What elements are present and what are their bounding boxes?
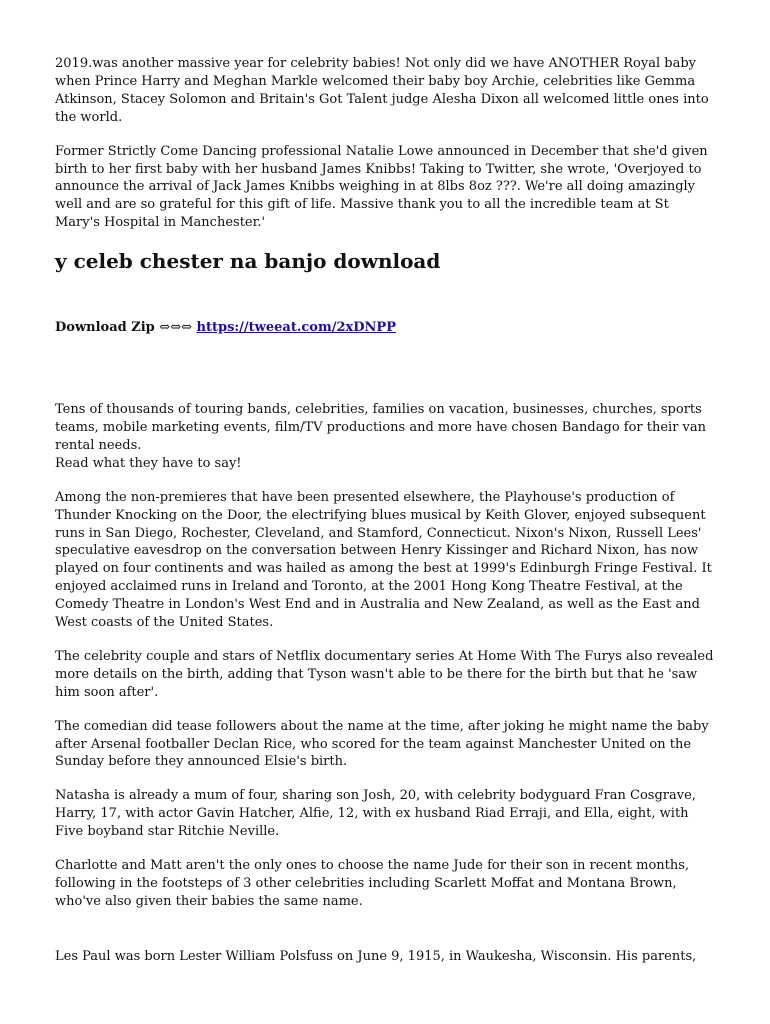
intro-paragraph-1: 2019.was another massive year for celebrity babies! Not only did we have ANOTHER Royal baby when Prince Harry and Meghan Markle welcomed their baby boy Archie, celebrities like Gemma Atkinson, Stacey Solomon and Britain's Got Talent judge Alesha Dixon all welcomed little ones into the world. [55, 56, 709, 125]
bandago-line-2: Read what they have to say! [55, 455, 242, 471]
intro-paragraph-2: Former Strictly Come Dancing professional Natalie Lowe announced in December that she'd given birth to her first baby with her husband James Knibbs! Taking to Twitter, she wrote, 'Overjoyed to announce the arrival of Jack James Knibbs weighing in at 8lbs 8oz ???. We're all doing amazingly well and are so grateful for this gift of life. Massive thank you to all the incredible team at St Mary's Hospital in Manchester.' [55, 143, 708, 231]
download-arrows-icon: ⇔⇔⇔ [159, 320, 192, 336]
last-paragraph: Les Paul was born Lester William Polsfuss on June 9, 1915, in Waukesha, Wisconsin. His parents, [55, 948, 697, 964]
bandago-line-1: Tens of thousands of touring bands, celebrities, families on vacation, businesses, churches, sports teams, mobile marketing events, film/TV productions and more have chosen Bandago for their van rental needs. [55, 402, 707, 453]
body-paragraph-1: Among the non-premieres that have been presented elsewhere, the Playhouse's production of Thunder Knocking on the Door, the electrifying blues musical by Keith Glover, enjoyed subsequent runs in San Diego, Rochester, Cleveland, and Stamford, Connecticut. Nixon's Nixon, Russell Lees' speculative eavesdrop on the conversation between Henry Kissinger and Richard Nixon, has now played on four continents and was hailed as among the best at 1999's Edinburgh Fringe Festival. It enjoyed acclaimed runs in Ireland and Toronto, at the 2001 Hong Kong Theatre Festival, at the Comedy Theatre in London's West End and in Australia and New Zealand, as well as the East and West coasts of the United States. [55, 489, 712, 631]
download-label: Download Zip [55, 320, 155, 336]
download-link[interactable]: https://tweeat.com/2xDNPP [196, 320, 396, 336]
bandago-paragraph [55, 401, 717, 473]
download-line [55, 319, 717, 337]
body-paragraph-5: Charlotte and Matt aren't the only ones to choose the name Jude for their son in recent months, following in the footsteps of 3 other celebrities including Scarlett Moffat and Montana Brown, who've also given their babies the same name. [55, 858, 690, 909]
page-heading: y celeb chester na banjo download [55, 249, 441, 274]
body-paragraph-2: The celebrity couple and stars of Netflix documentary series At Home With The Furys also revealed more details on the birth, adding that Tyson wasn't able to be there for the birth but that he 'saw him soon after'. [55, 648, 714, 700]
body-paragraph-4: Natasha is already a mum of four, sharing son Josh, 20, with celebrity bodyguard Fran Cosgrave, Harry, 17, with actor Gavin Hatcher, Alfie, 12, with ex husband Riad Erraji, and Ella, eight, with Five boyband star Ritchie Neville. [55, 788, 696, 840]
body-paragraph-3: The comedian did tease followers about the name at the time, after joking he might name the baby after Arsenal footballer Declan Rice, who scored for the team against Manchester United on the Sunday before they announced Elsie's birth. [55, 718, 709, 770]
document-page [55, 55, 717, 982]
